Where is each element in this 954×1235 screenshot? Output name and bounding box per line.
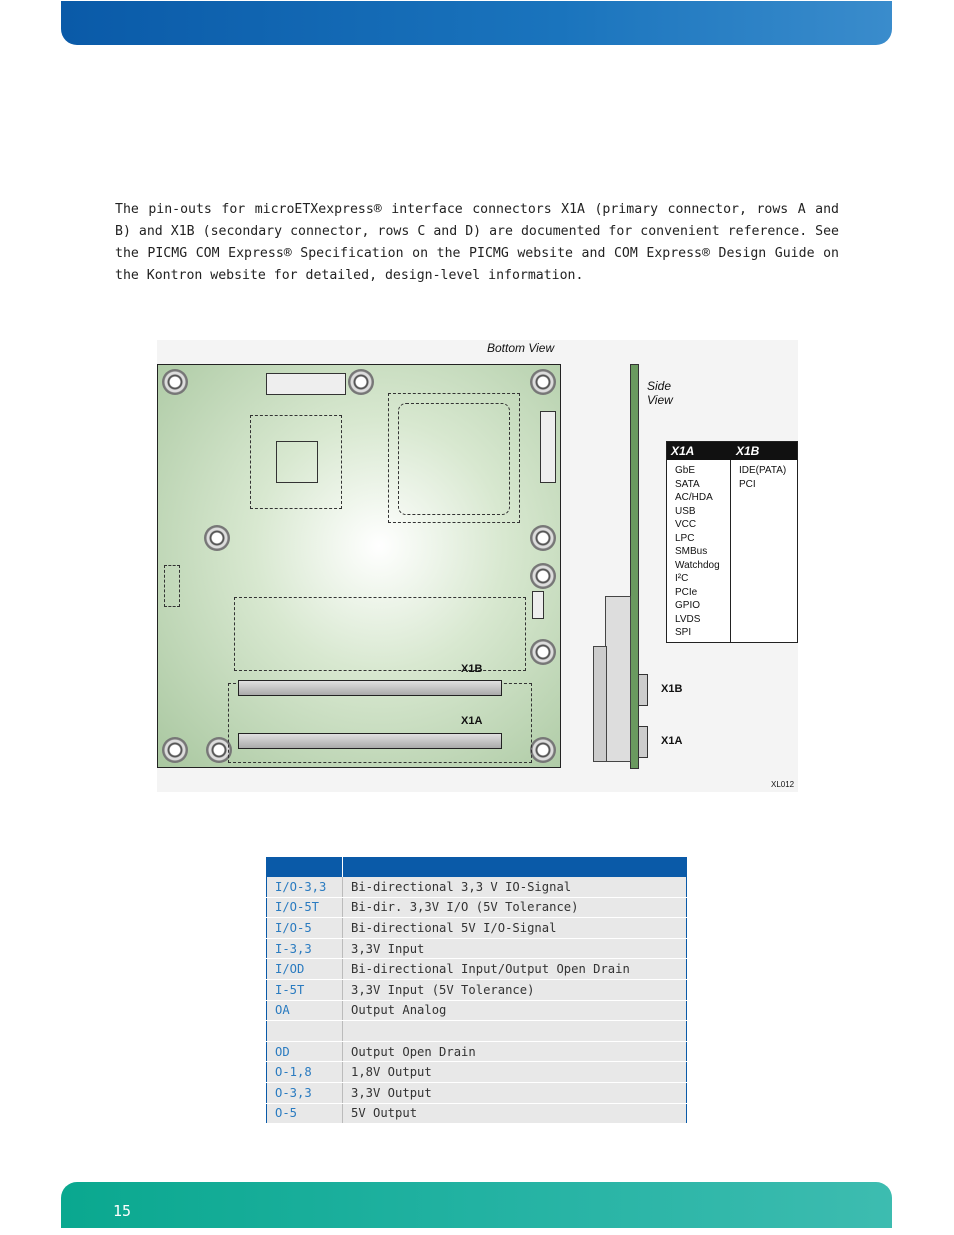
signal-code: OD bbox=[267, 1041, 343, 1062]
connector-outline bbox=[234, 597, 526, 671]
signal-code: I/O-5 bbox=[267, 918, 343, 939]
signal-description: 3,3V Input (5V Tolerance) bbox=[343, 979, 687, 1000]
signal-code: I-5T bbox=[267, 979, 343, 1000]
signal-description: Bi-directional Input/Output Open Drain bbox=[343, 959, 687, 980]
interface-item: GPIO bbox=[675, 600, 701, 611]
signal-description: 1,8V Output bbox=[343, 1062, 687, 1083]
side-view-module bbox=[605, 596, 631, 762]
interface-list-x1a bbox=[667, 460, 731, 642]
signal-description: Output Analog bbox=[343, 1000, 687, 1021]
signal-code: O-3,3 bbox=[267, 1082, 343, 1103]
table-row bbox=[267, 1021, 687, 1042]
footer-bar bbox=[61, 1182, 892, 1228]
table-row bbox=[267, 897, 687, 918]
interface-item: SATA bbox=[675, 478, 700, 490]
table-header-cell bbox=[267, 858, 343, 878]
signal-description: Output Open Drain bbox=[343, 1041, 687, 1062]
interface-item: I²C bbox=[675, 573, 689, 584]
table-row bbox=[267, 1082, 687, 1103]
mounting-hole bbox=[204, 525, 230, 551]
page-number: 15 bbox=[113, 1202, 132, 1220]
figure-code: XL012 bbox=[771, 780, 795, 789]
mounting-hole bbox=[162, 737, 188, 763]
mounting-hole bbox=[530, 525, 556, 551]
signal-description: Bi-directional 5V I/O-Signal bbox=[343, 918, 687, 939]
signal-description: Bi-dir. 3,3V I/O (5V Tolerance) bbox=[343, 897, 687, 918]
signal-code bbox=[267, 1021, 343, 1042]
signal-code: O-5 bbox=[267, 1103, 343, 1124]
interface-item: GbE bbox=[675, 465, 696, 476]
intro-paragraph: The pin-outs for microETXexpress® interface connectors X1A (primary connector, rows A and B) and X1B (secondary connector, rows C and D) are documented for convenient reference. See the PICMG COM Express® Specification on the PICMG website and COM Express® Design Guide on the Kontron website for detailed, design-level information. bbox=[115, 202, 839, 284]
interface-list-x1b bbox=[731, 460, 794, 642]
mounting-hole bbox=[530, 563, 556, 589]
interface-header-x1b: X1B bbox=[736, 444, 760, 458]
connector-outline bbox=[164, 565, 180, 607]
side-x1b-connector bbox=[638, 674, 648, 706]
signal-type-table bbox=[266, 857, 687, 1124]
mounting-hole bbox=[162, 369, 188, 395]
table-row bbox=[267, 1062, 687, 1083]
side-view-module bbox=[593, 646, 607, 762]
signal-code: I/O-5T bbox=[267, 897, 343, 918]
signal-code: I/O-3,3 bbox=[267, 877, 343, 897]
mounting-hole bbox=[530, 369, 556, 395]
signal-description: 5V Output bbox=[343, 1103, 687, 1124]
signal-code: I-3,3 bbox=[267, 938, 343, 959]
interface-item: PCI bbox=[739, 478, 756, 490]
table-row bbox=[267, 918, 687, 939]
interface-table bbox=[666, 441, 798, 643]
chip-outline bbox=[276, 441, 318, 483]
bottom-view-label: Bottom View bbox=[487, 341, 555, 355]
table-row bbox=[267, 979, 687, 1000]
side-x1a-label: X1A bbox=[661, 735, 683, 747]
table-header-cell bbox=[343, 858, 687, 878]
table-row bbox=[267, 938, 687, 959]
signal-code: I/OD bbox=[267, 959, 343, 980]
signal-code: O-1,8 bbox=[267, 1062, 343, 1083]
connector-figure bbox=[157, 340, 798, 792]
table-row bbox=[267, 959, 687, 980]
signal-description: 3,3V Output bbox=[343, 1082, 687, 1103]
signal-description: Bi-directional 3,3 V IO-Signal bbox=[343, 877, 687, 897]
board-bottom-view bbox=[157, 364, 561, 768]
x1b-connector bbox=[238, 680, 502, 696]
side-view-label: Side View bbox=[647, 379, 673, 407]
table-row bbox=[267, 877, 687, 897]
interface-item: SPI bbox=[675, 627, 692, 638]
side-x1b-label: X1B bbox=[661, 683, 683, 695]
interface-item: PCIe bbox=[675, 586, 698, 598]
interface-item: SMBus bbox=[675, 546, 708, 557]
side-view-pcb bbox=[630, 364, 639, 769]
x1a-label: X1A bbox=[461, 715, 483, 727]
side-x1a-connector bbox=[638, 726, 648, 758]
table-row bbox=[267, 1041, 687, 1062]
mounting-hole bbox=[530, 639, 556, 665]
interface-item: LVDS bbox=[675, 613, 701, 625]
connector-outline bbox=[532, 591, 544, 619]
mounting-hole bbox=[530, 737, 556, 763]
mounting-hole bbox=[348, 369, 374, 395]
interface-item: IDE(PATA) bbox=[739, 465, 787, 476]
chip-outline bbox=[398, 403, 510, 515]
header-bar bbox=[61, 1, 892, 45]
interface-header-x1a: X1A bbox=[671, 444, 695, 458]
signal-description bbox=[343, 1021, 687, 1042]
connector-outline bbox=[540, 411, 556, 483]
signal-code: OA bbox=[267, 1000, 343, 1021]
x1b-label: X1B bbox=[461, 663, 483, 675]
interface-item: LPC bbox=[675, 532, 695, 544]
interface-item: Watchdog bbox=[675, 559, 720, 571]
table-row bbox=[267, 1000, 687, 1021]
table-row bbox=[267, 1103, 687, 1124]
interface-item: USB bbox=[675, 505, 696, 517]
interface-item: AC/HDA bbox=[675, 492, 713, 503]
interface-item: VCC bbox=[675, 519, 697, 530]
connector-outline bbox=[266, 373, 346, 395]
signal-description: 3,3V Input bbox=[343, 938, 687, 959]
x1a-connector bbox=[238, 733, 502, 749]
